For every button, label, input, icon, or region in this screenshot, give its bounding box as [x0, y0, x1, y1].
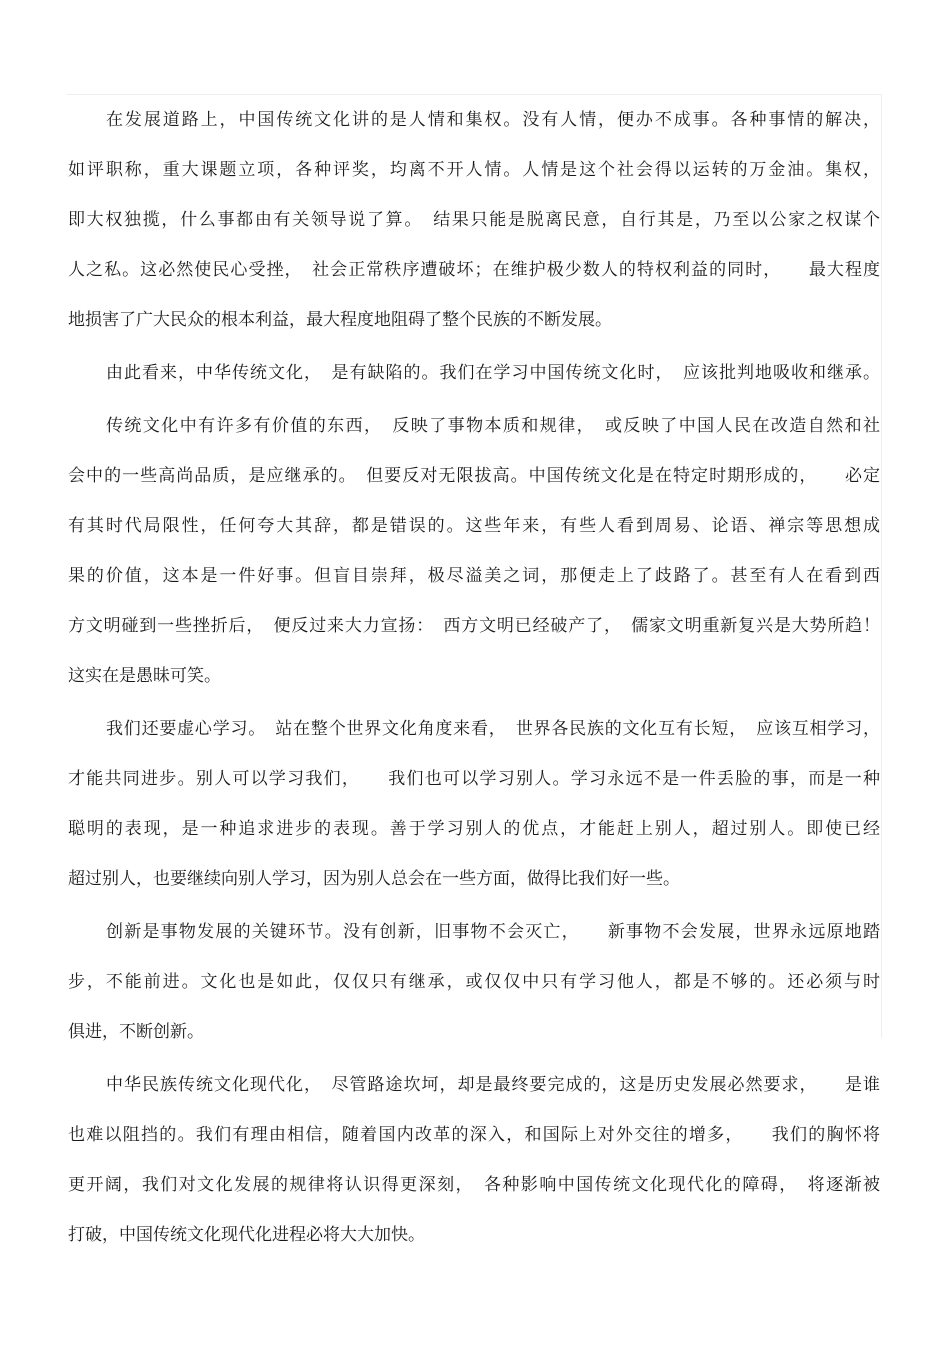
text-line: 更开阔，我们对文化发展的规律将认识得更深刻， 各种影响中国传统文化现代化的障碍， 将逐渐被 [68, 1175, 880, 1195]
article-body [68, 106, 880, 1274]
paragraph-1 [68, 106, 880, 356]
text-line: 地损害了广大民众的根本利益，最大程度地阻碍了整个民族的不断发展。 [68, 310, 612, 330]
paragraph-4 [68, 715, 880, 915]
text-line: 方文明碰到一些挫折后， 便反过来大力宣扬： 西方文明已经破产了， 儒家文明重新复兴是大势所趋！ [68, 616, 880, 636]
text-line: 也难以阻挡的。我们有理由相信，随着国内改革的深入，和国际上对外交往的增多， 我们的胸怀将 [68, 1125, 880, 1145]
text-line: 打破，中国传统文化现代化进程必将大大加快。 [68, 1225, 425, 1245]
text-line: 聪明的表现，是一种追求进步的表现。善于学习别人的优点，才能赶上别人，超过别人。即使已经 [68, 819, 880, 839]
text-line: 在发展道路上，中国传统文化讲的是人情和集权。没有人情，便办不成事。各种事情的解决， [106, 110, 880, 130]
text-line: 超过别人，也要继续向别人学习，因为别人总会在一些方面，做得比我们好一些。 [68, 869, 680, 889]
paragraph-5 [68, 918, 880, 1068]
text-line: 我们还要虚心学习。 站在整个世界文化角度来看， 世界各民族的文化互有长短， 应该互相学习， [106, 719, 880, 739]
text-line: 这实在是愚昧可笑。 [68, 666, 221, 686]
text-line: 俱进，不断创新。 [68, 1022, 204, 1042]
text-line: 有其时代局限性，任何夸大其辞，都是错误的。这些年来，有些人看到周易、论语、禅宗等思想成 [68, 516, 880, 536]
text-line: 如评职称，重大课题立项，各种评奖，均离不开人情。人情是这个社会得以运转的万金油。集权， [68, 160, 880, 180]
text-line: 人之私。这必然使民心受挫， 社会正常秩序遭破坏；在维护极少数人的特权利益的同时， 最大程度 [68, 260, 880, 280]
text-line: 才能共同进步。别人可以学习我们， 我们也可以学习别人。学习永远不是一件丢脸的事，而是一种 [68, 769, 880, 789]
text-line: 由此看来，中华传统文化， 是有缺陷的。我们在学习中国传统文化时， 应该批判地吸收和继承。 [106, 363, 880, 383]
paragraph-2 [68, 359, 880, 409]
text-line: 创新是事物发展的关键环节。没有创新，旧事物不会灭亡， 新事物不会发展，世界永远原地踏 [106, 922, 880, 942]
text-line: 传统文化中有许多有价值的东西， 反映了事物本质和规律， 或反映了中国人民在改造自然和社 [106, 416, 880, 436]
paragraph-3 [68, 412, 880, 712]
text-line: 中华民族传统文化现代化， 尽管路途坎坷，却是最终要完成的，这是历史发展必然要求， 是谁 [106, 1075, 880, 1095]
paragraph-6 [68, 1071, 880, 1271]
text-line: 即大权独揽，什么事都由有关领导说了算。 结果只能是脱离民意，自行其是，乃至以公家之权谋个 [68, 210, 880, 230]
text-line: 会中的一些高尚品质，是应继承的。 但要反对无限拔高。中国传统文化是在特定时期形成的， 必定 [68, 466, 880, 486]
text-line: 步，不能前进。文化也是如此，仅仅只有继承，或仅仅中只有学习他人，都是不够的。还必须与时 [68, 972, 880, 992]
text-line: 果的价值，这本是一件好事。但盲目崇拜，极尽溢美之词，那便走上了歧路了。甚至有人在看到西 [68, 566, 880, 586]
